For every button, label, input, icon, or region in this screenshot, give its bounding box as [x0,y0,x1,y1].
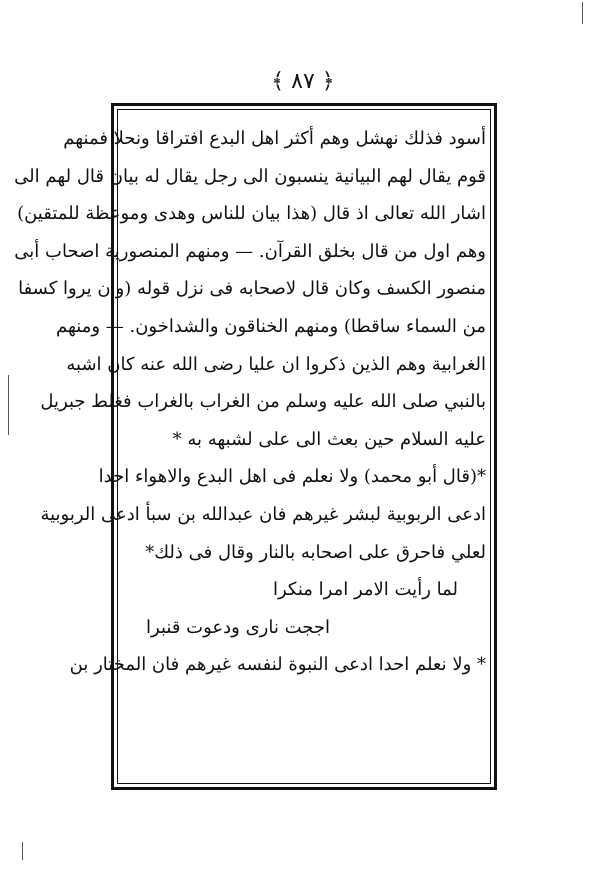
text-line: عليه السلام حين بعث الى على لشبهه به * [172,428,486,450]
text-line: من السماء ساقطا) ومنهم الخناقون والشداخون. — ومنهم [55,315,486,337]
text-line: بالنبي صلى الله عليه وسلم من الغراب بالغراب فغلط جبريل [40,391,486,413]
text-line: أسود فذلك نهشل وهم أكثر اهل البدع افتراقا ونحلا فمنهم [63,128,486,149]
text-line: قوم يقال لهم البيانية ينسبون الى رجل يقال له بيان قال لهم الى [14,165,486,187]
scan-mark-bottom [22,842,23,860]
text-block [14,120,486,684]
text-line: اشار الله تعالى اذ قال (هذا بيان للناس وهدى وموعظة للمتقين) [17,203,486,225]
text-line: الغرابية وهم الذين ذكروا ان عليا رضى الله عنه كان اشبه [66,353,486,375]
text-line: *(قال أبو محمد) ولا نعلم فى اهل البدع والاهواء احدا [98,466,486,488]
text-line: وهم اول من قال بخلق القرآن. — ومنهم المنصورية اصحاب أبى [14,240,486,262]
scan-mark-left [8,375,9,435]
scan-mark-right [582,2,583,24]
poem-verse-first: لما رأيت الامر امرا منكرا [272,579,458,601]
text-line: * ولا نعلم احدا ادعى النبوة لنفسه غيرهم فان المختار بن [69,654,486,676]
poem-verse-second: اججت نارى ودعوت قنبرا [146,616,330,638]
text-line: لعلي فاحرق على اصحابه بالنار وقال فى ذلك* [145,541,486,563]
text-line: منصور الكسف وكان قال لاصحابه فى نزل قوله (وان يروا كسفا [18,278,486,300]
text-line: ادعى الربوبية لبشر غيرهم فان عبدالله بن سبأ ادعى الربوبية [40,503,486,525]
page-number: ﴿ ٨٧ ﴾ [271,69,335,94]
